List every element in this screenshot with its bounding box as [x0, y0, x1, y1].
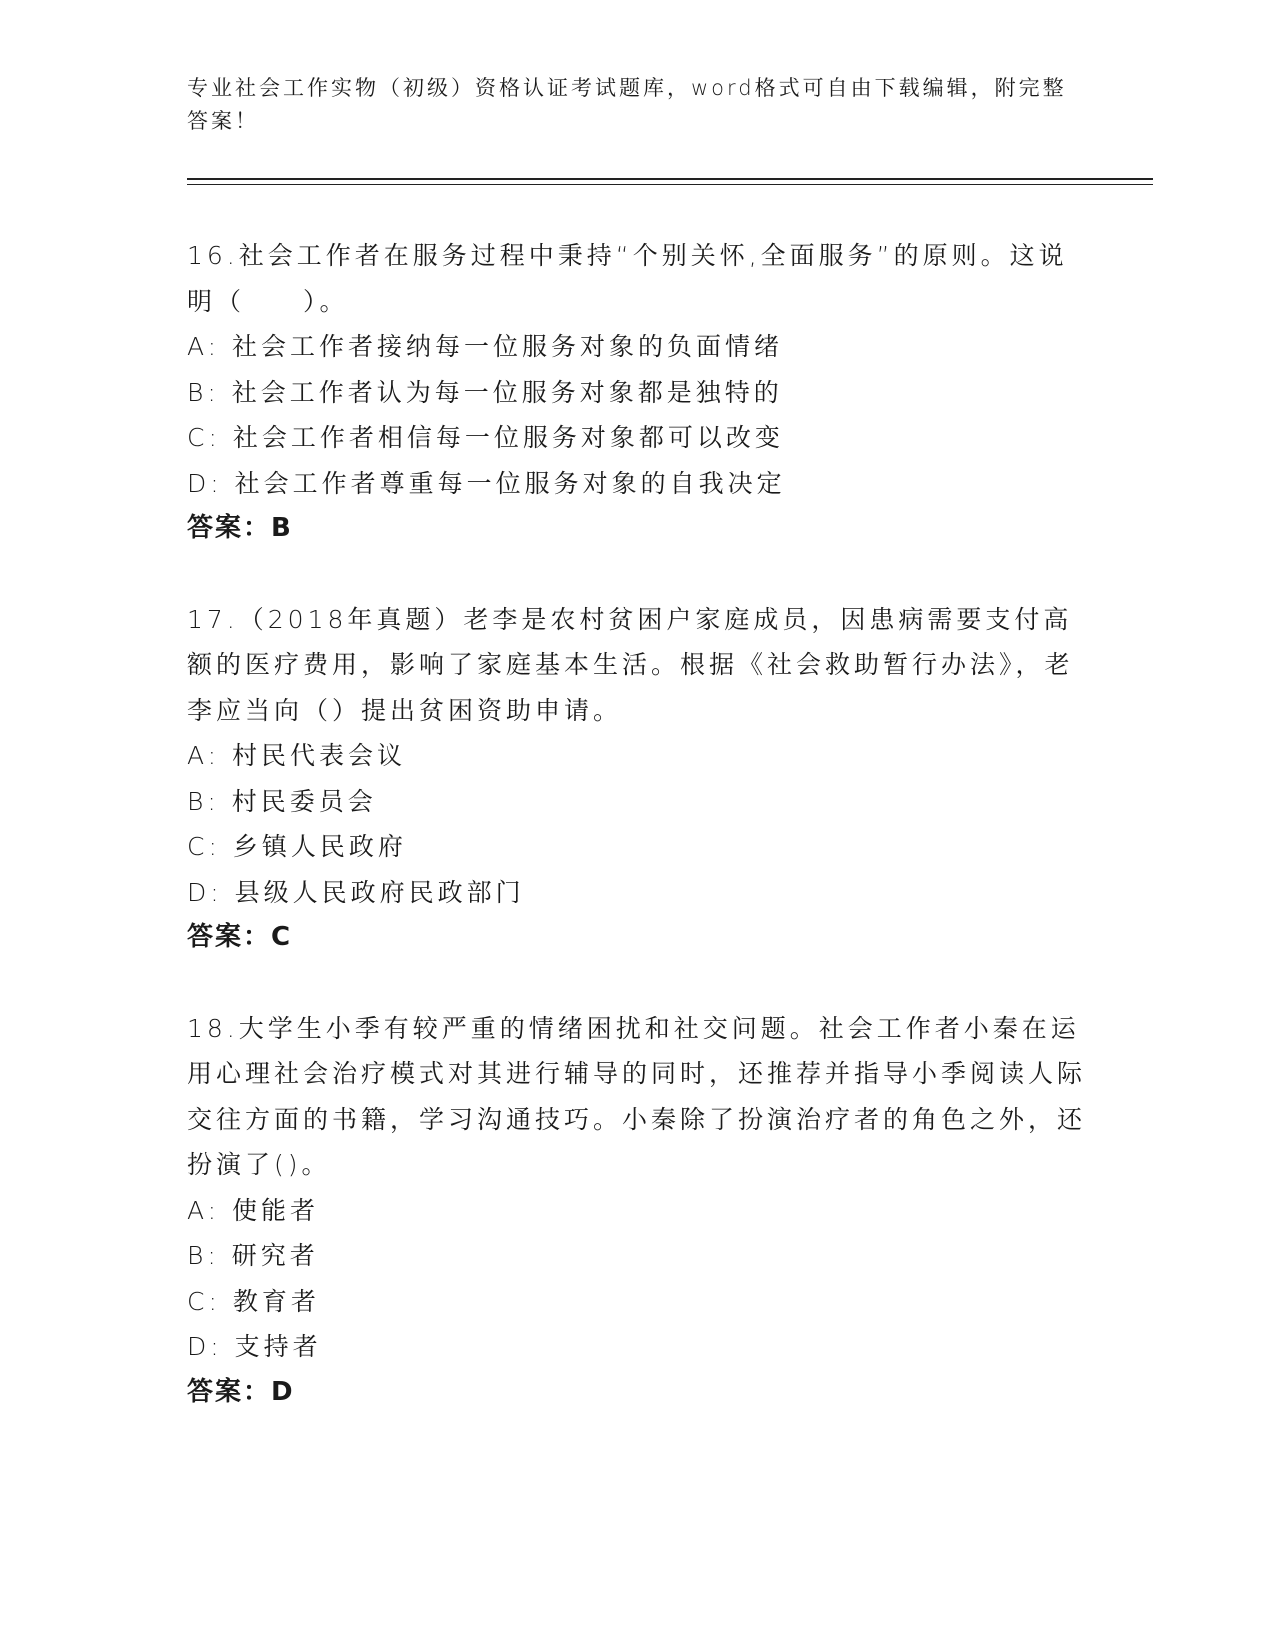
option-b: B: 村民委员会 — [187, 786, 377, 816]
option-b: B: 研究者 — [187, 1241, 319, 1270]
option-c: C: 教育者 — [187, 1286, 320, 1316]
question-17 — [187, 597, 1087, 961]
header-text: 专业社会工作实物（初级）资格认证考试题库，word格式可自由下载编辑，附完整答案！ — [187, 76, 1067, 133]
question-stem: 16.社会工作者在服务过程中秉持“个别关怀,全面服务”的原则。这说明（ ）。 — [187, 241, 1068, 316]
option-d: D: 支持者 — [187, 1332, 322, 1361]
option-a: A: 使能者 — [187, 1195, 320, 1225]
option-d: D: 县级人民政府民政部门 — [187, 877, 525, 907]
question-list — [187, 233, 1087, 1460]
question-stem: 17.（2018年真题）老李是农村贫困户家庭成员，因患病需要支付高额的医疗费用，影响了家庭基本生活。根据《社会救助暂行办法》，老李应当向（）提出贫困资助申请。 — [187, 604, 1074, 725]
answer: 答案：C — [187, 922, 293, 952]
header-divider-thick — [187, 178, 1153, 180]
option-c: C: 社会工作者相信每一位服务对象都可以改变 — [187, 423, 784, 452]
question-16 — [187, 233, 1087, 552]
document-header — [187, 72, 1067, 138]
answer: 答案：D — [187, 1376, 295, 1407]
option-a: A: 村民代表会议 — [187, 741, 407, 770]
option-a: A: 社会工作者接纳每一位服务对象的负面情绪 — [187, 332, 784, 361]
answer: 答案：B — [187, 513, 293, 543]
option-d: D: 社会工作者尊重每一位服务对象的自我决定 — [187, 468, 786, 498]
question-18 — [187, 1006, 1087, 1416]
header-divider-thin — [187, 184, 1153, 185]
question-stem: 18.大学生小季有较严重的情绪困扰和社交问题。社会工作者小秦在运用心理社会治疗模式对其进行辅导的同时，还推荐并指导小季阅读人际交往方面的书籍，学习沟通技巧。小秦除了扮演治疗者的角色之外，还扮演了()。 — [187, 1013, 1087, 1179]
option-b: B: 社会工作者认为每一位服务对象都是独特的 — [187, 377, 783, 407]
option-c: C: 乡镇人民政府 — [187, 832, 407, 861]
